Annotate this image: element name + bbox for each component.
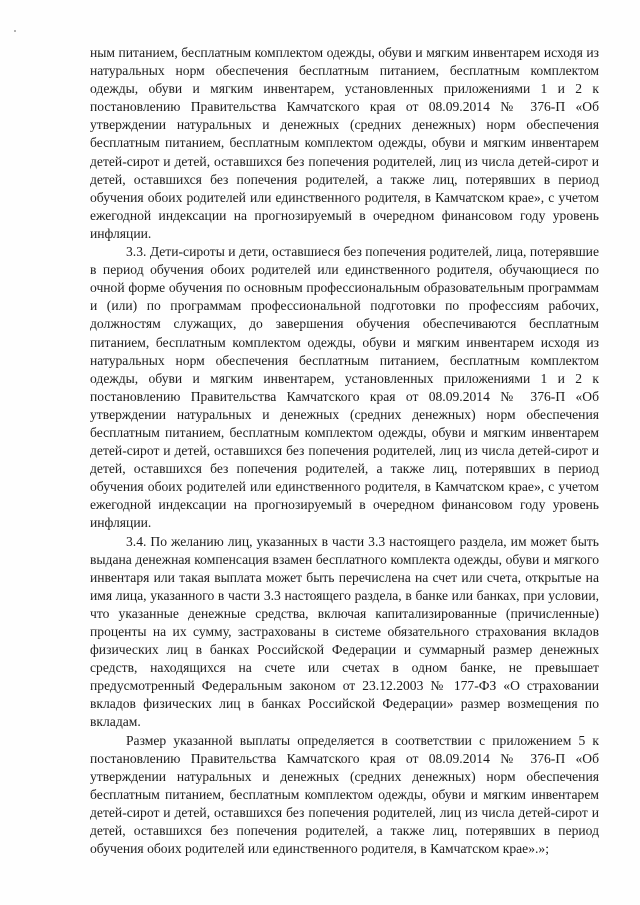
- paragraph-continuation: ным питанием, бесплатным комплектом одежды, обуви и мягким инвентарем исходя из натуральных норм обеспечения бесплатным питанием, бесплатным комплектом одежды, обуви и мягким инвентарем, установленных приложениями 1 и 2 к постановлению Правительства Камчатского края от 08.09.2014 № 376-П «Об утверждении натуральных и денежных (средних денежных) норм обеспечения бесплатным питанием, бесплатным комплектом одежды, обуви и мягким инвентарем детей-сирот и детей, оставшихся без попечения родителей, лиц из числа детей-сирот и детей, оставшихся без попечения родителей, а также лиц, потерявших в период обучения обоих родителей или единственного родителя, в Камчатском крае», с учетом ежегодной индексации на прогнозируемый в очередном финансовом году уровень инфляции.: [90, 45, 599, 241]
- document-body: [90, 44, 599, 858]
- paragraph-3-4: 3.4. По желанию лиц, указанных в части 3.3 настоящего раздела, им может быть выдана денежная компенсация взамен бесплатного комплекта одежды, обуви и мягкого инвентаря или такая выплата может быть перечислена на счет или счета, открытые на имя лица, указанного в части 3.3 настоящего раздела, в банке или банках, при условии, что указанные денежные средства, включая капитализированные (причисленные) проценты на их сумму, застрахованы в системе обязательного страхования вкладов физических лиц в банках Российской Федерации и суммарный размер денежных средств, находящихся на счете или счетах в одном банке, не превышает предусмотренный Федеральным законом от 23.12.2003 № 177-ФЗ «О страховании вкладов физических лиц в банках Российской Федерации» размер возмещения по вкладам.: [90, 533, 599, 730]
- paragraph-payment-amount: Размер указанной выплаты определяется в соответствии с приложением 5 к постановлению Правительства Камчатского края от 08.09.2014 № 376-П «Об утверждении натуральных и денежных (средних денежных) норм обеспечения бесплатным питанием, бесплатным комплектом одежды, обуви и мягким инвентарем детей-сирот и детей, оставшихся без попечения родителей, лиц из числа детей-сирот и детей, оставшихся без попечения родителей, а также лиц, потерявших в период обучения обоих родителей или единственного родителя, в Камчатском крае».»;: [90, 732, 599, 857]
- scan-speck: [14, 30, 16, 32]
- paragraph-3-3: 3.3. Дети-сироты и дети, оставшиеся без попечения родителей, лица, потерявшие в период обучения обоих родителей или единственного родителя, обучающиеся по очной форме обучения по основным профессиональным образовательным программам и (или) по программам профессиональной подготовки по профессиям рабочих, должностям служащих, до завершения обучения обеспечиваются бесплатным питанием, бесплатным комплектом одежды, обуви и мягким инвентарем исходя из натуральных норм обеспечения бесплатным питанием, бесплатным комплектом одежды, обуви и мягким инвентарем, установленных приложениями 1 и 2 к постановлению Правительства Камчатского края от 08.09.2014 № 376-П «Об утверждении натуральных и денежных (средних денежных) норм обеспечения бесплатным питанием, бесплатным комплектом одежды, обуви и мягким инвентарем детей-сирот и детей, оставшихся без попечения родителей, лиц из числа детей-сирот и детей, оставшихся без попечения родителей, а также лиц, потерявших в период обучения обоих родителей или единственного родителя, в Камчатском крае», с учетом ежегодной индексации на прогнозируемый в очередном финансовом году уровень инфляции.: [90, 244, 599, 531]
